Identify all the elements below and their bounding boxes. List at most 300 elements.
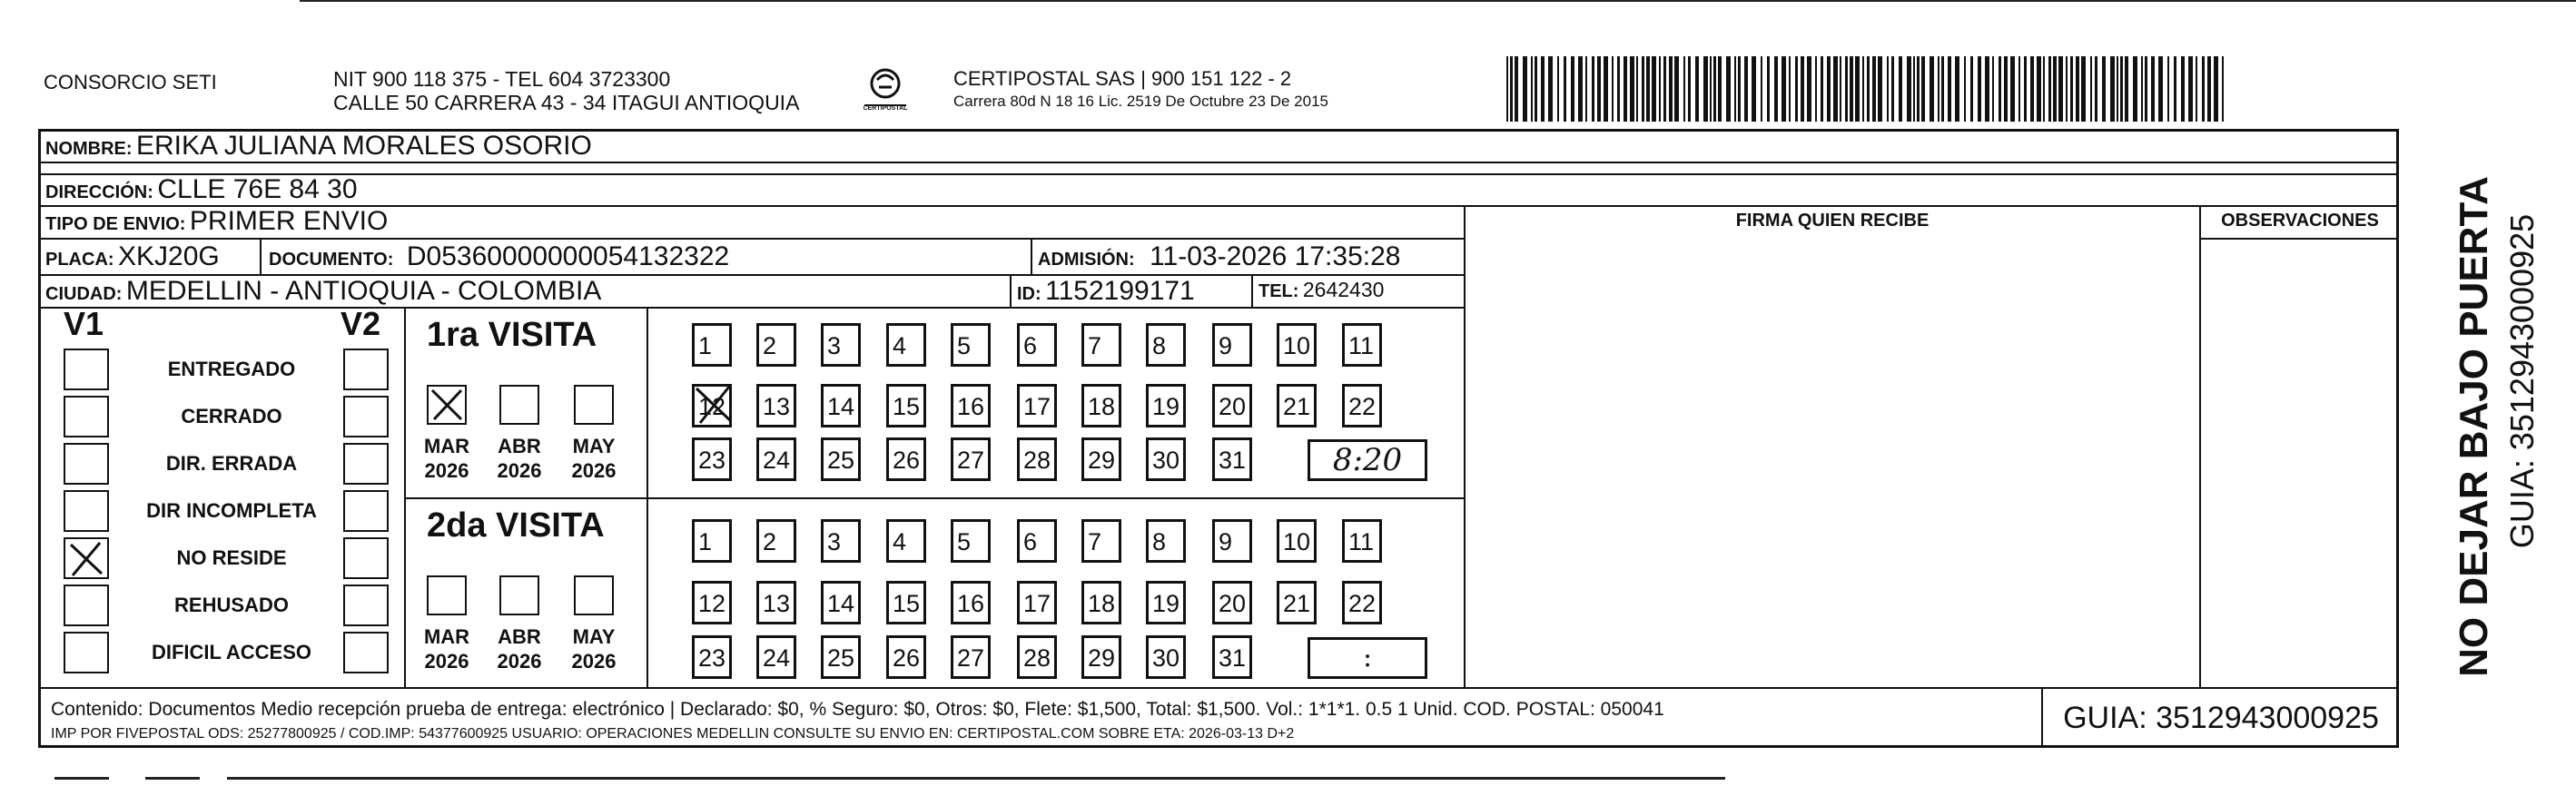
month-checkbox[interactable]	[499, 575, 539, 615]
day-number: 15	[893, 590, 921, 617]
barcode-bar	[1941, 56, 1944, 122]
day-checkbox[interactable]	[1277, 581, 1317, 624]
document-value: D05360000000054132322	[406, 241, 730, 271]
address-line: CALLE 50 CARRERA 43 - 34 ITAGUI ANTIOQUIA	[333, 91, 800, 114]
row-line	[2201, 238, 2399, 240]
day-checkbox[interactable]	[1081, 519, 1121, 563]
day-number: 23	[698, 447, 726, 474]
col-line	[1251, 274, 1253, 307]
day-number: 12	[698, 393, 726, 420]
day-checkbox[interactable]	[692, 323, 732, 367]
barcode-bar	[2090, 56, 2092, 122]
day-checkbox[interactable]	[1146, 437, 1186, 481]
day-number: 17	[1023, 393, 1051, 420]
barcode-bar	[1985, 56, 1989, 122]
month-year: 2026	[571, 459, 617, 482]
observations-header: OBSERVACIONES	[2221, 211, 2379, 231]
day-number: 4	[893, 528, 907, 555]
day-checkbox[interactable]	[821, 519, 861, 563]
day-checkbox[interactable]	[1277, 384, 1317, 427]
admission-label: ADMISIÓN:	[1038, 250, 1135, 270]
nit-line: NIT 900 118 375 - TEL 604 3723300	[333, 67, 671, 91]
day-number: 1	[698, 528, 713, 555]
barcode-bar	[1674, 56, 1679, 122]
barcode-bar	[1891, 56, 1894, 122]
barcode-bar	[1845, 56, 1848, 122]
day-checkbox[interactable]	[1342, 323, 1382, 367]
city-value: MEDELLIN - ANTIOQUIA - COLOMBIA	[125, 276, 602, 306]
month-name: ABR	[498, 625, 541, 648]
barcode-bar	[2043, 56, 2045, 122]
barcode-bar	[1795, 56, 1798, 122]
barcode-bar	[2222, 56, 2224, 122]
day-checkbox[interactable]	[886, 635, 926, 679]
v2-checkbox[interactable]	[343, 349, 389, 390]
barcode-bar	[2058, 56, 2063, 122]
day-number: 24	[763, 644, 791, 672]
month-year: 2026	[497, 650, 542, 673]
month-label	[562, 624, 626, 673]
day-number: 23	[698, 644, 726, 672]
v1-checkbox[interactable]	[64, 632, 109, 673]
document-field	[269, 241, 729, 272]
barcode-bar	[1738, 56, 1741, 122]
day-checkbox[interactable]	[821, 384, 861, 427]
day-checkbox[interactable]	[1081, 635, 1121, 679]
barcode-bar	[1872, 56, 1876, 122]
barcode-bar	[1541, 56, 1545, 122]
day-checkbox[interactable]	[821, 581, 861, 624]
ship-type-label: TIPO DE ENVIO:	[45, 214, 186, 234]
day-number: 31	[1219, 644, 1247, 672]
barcode-bar	[1535, 56, 1537, 122]
day-checkbox[interactable]	[1277, 519, 1317, 563]
v2-checkbox[interactable]	[343, 632, 389, 673]
barcode-bar	[1592, 56, 1594, 122]
barcode-bar	[2117, 56, 2118, 122]
day-number: 29	[1088, 447, 1116, 474]
barcode-bar	[2214, 56, 2218, 122]
v2-header: V2	[341, 305, 381, 342]
name-label: NOMBRE:	[45, 139, 133, 159]
day-checkbox[interactable]	[1146, 635, 1186, 679]
barcode-bar	[1970, 56, 1973, 122]
day-number: 21	[1283, 590, 1311, 617]
plate-label: PLACA:	[45, 250, 114, 270]
plate-value: XKJ20G	[118, 241, 220, 271]
certipostal-line: CERTIPOSTAL SAS | 900 151 122 - 2	[953, 67, 1292, 90]
barcode-bar	[2167, 56, 2169, 122]
barcode-bar	[1752, 56, 1756, 122]
barcode-bar	[2081, 56, 2086, 122]
barcode-bar	[2125, 56, 2128, 122]
day-number: 14	[827, 590, 855, 617]
barcode-bar	[1867, 56, 1870, 122]
day-number: 25	[827, 447, 855, 474]
barcode-bar	[1930, 56, 1934, 122]
barcode-bar	[1913, 56, 1915, 122]
day-checkbox[interactable]	[951, 323, 991, 367]
id-field	[1017, 276, 1195, 307]
day-checkbox[interactable]	[1277, 323, 1317, 367]
barcode-bar	[1713, 56, 1716, 122]
barcode-bar	[1718, 56, 1722, 122]
barcode-bar	[2004, 56, 2008, 122]
day-number: 3	[827, 332, 842, 359]
v1-checkbox[interactable]	[64, 396, 109, 437]
day-number: 9	[1219, 332, 1233, 359]
reason-label: NO RESIDE	[176, 546, 287, 569]
side-warning: NO DEJAR BAJO PUERTA	[2452, 176, 2496, 677]
v2-checkbox[interactable]	[343, 443, 389, 485]
barcode-bar	[1938, 56, 1939, 122]
day-checkbox[interactable]	[1017, 519, 1057, 563]
day-number: 9	[1219, 528, 1233, 555]
barcode-bar	[1878, 56, 1882, 122]
barcode-bar	[1833, 56, 1838, 122]
row-line	[38, 205, 2399, 207]
day-checkbox[interactable]	[951, 384, 991, 427]
second-visit-title: 2da VISITA	[427, 506, 605, 545]
reason-label: CERRADO	[181, 405, 282, 427]
barcode-bar	[1801, 56, 1804, 122]
day-number: 21	[1283, 393, 1311, 420]
barcode-bar	[1955, 56, 1959, 122]
barcode-bar	[1597, 56, 1601, 122]
barcode-bar	[1907, 56, 1911, 122]
barcode-bar	[1781, 56, 1786, 122]
day-number: 16	[957, 393, 985, 420]
day-checkbox[interactable]	[1146, 323, 1186, 367]
day-checkbox[interactable]	[1081, 437, 1121, 481]
imp-line: IMP POR FIVEPOSTAL ODS: 25277800925 / COD.IMP: 54377600925 USUARIO: OPERACIONES MEDELLIN CONSULTE SU ENVIO EN: CERTIPOSTAL.COM SOBRE ETA: 2026-03-13 D+2	[51, 726, 1295, 742]
day-checkbox[interactable]	[692, 635, 732, 679]
barcode	[1503, 56, 2229, 122]
barcode-bar	[1585, 56, 1587, 122]
v1-checkbox[interactable]	[64, 349, 109, 390]
day-number: 8	[1152, 528, 1167, 555]
side-guide: GUIA: 3512943000925	[2503, 213, 2541, 549]
barcode-bar	[1642, 56, 1644, 122]
barcode-bar	[1557, 56, 1559, 122]
recipient-address: CLLE 76E 84 30	[157, 174, 358, 204]
tel-label: TEL:	[1258, 281, 1299, 301]
day-checkbox[interactable]	[692, 384, 732, 427]
barcode-bar	[1683, 56, 1685, 122]
day-checkbox[interactable]	[951, 519, 991, 563]
barcode-bar	[2207, 56, 2211, 122]
barcode-bar	[1523, 56, 1527, 122]
day-checkbox[interactable]	[951, 635, 991, 679]
barcode-bar	[2188, 56, 2193, 122]
barcode-bar	[1617, 56, 1620, 122]
barcode-bar	[2174, 56, 2176, 122]
barcode-bar	[2158, 56, 2163, 122]
day-checkbox[interactable]	[1081, 323, 1121, 367]
barcode-bar	[1646, 56, 1650, 122]
barcode-bar	[1789, 56, 1791, 122]
certipostal-logo	[854, 65, 917, 120]
barcode-bar	[1604, 56, 1608, 122]
day-number: 5	[957, 332, 972, 359]
day-checkbox[interactable]	[1017, 581, 1057, 624]
month-checkbox[interactable]	[574, 385, 614, 425]
address-label: DIRECCIÓN:	[45, 182, 153, 202]
day-number: 6	[1023, 332, 1038, 359]
barcode-bar	[1827, 56, 1831, 122]
day-checkbox[interactable]	[951, 437, 991, 481]
reason-label: DIR INCOMPLETA	[146, 499, 317, 522]
tel-value: 2642430	[1302, 278, 1385, 301]
day-checkbox[interactable]	[821, 635, 861, 679]
barcode-bar	[1510, 56, 1513, 122]
day-number: 10	[1283, 332, 1311, 359]
day-checkbox[interactable]	[756, 384, 796, 427]
barcode-bar	[1624, 56, 1627, 122]
day-number: 13	[763, 590, 791, 617]
day-checkbox[interactable]	[1212, 519, 1252, 563]
ship-type-field	[45, 206, 388, 237]
barcode-bar	[1630, 56, 1634, 122]
second-visit-time[interactable]: :	[1308, 637, 1427, 679]
barcode-bar	[1899, 56, 1902, 122]
bottom-line	[54, 777, 109, 780]
barcode-bar	[1578, 56, 1583, 122]
barcode-bar	[1887, 56, 1889, 122]
day-checkbox[interactable]	[1017, 323, 1057, 367]
admission-value: 11-03-2026 17:35:28	[1150, 241, 1401, 271]
day-number: 14	[827, 393, 855, 420]
barcode-bar	[1531, 56, 1533, 122]
barcode-bar	[1840, 56, 1841, 122]
barcode-bar	[1767, 56, 1770, 122]
month-checkbox[interactable]	[499, 385, 539, 425]
barcode-bar	[1636, 56, 1638, 122]
day-number: 1	[698, 332, 713, 359]
v1-checkbox[interactable]	[64, 537, 109, 579]
barcode-bar	[2076, 56, 2079, 122]
day-checkbox[interactable]	[886, 323, 926, 367]
barcode-bar	[2133, 56, 2137, 122]
barcode-bar	[1862, 56, 1864, 122]
barcode-bar	[1992, 56, 1994, 122]
day-checkbox[interactable]	[886, 581, 926, 624]
day-checkbox[interactable]	[1017, 635, 1057, 679]
day-checkbox[interactable]	[756, 519, 796, 563]
barcode-bar	[1744, 56, 1748, 122]
day-checkbox[interactable]	[1017, 384, 1057, 427]
month-checkbox[interactable]	[427, 385, 467, 425]
reason-label: DIR. ERRADA	[165, 452, 298, 475]
day-number: 6	[1023, 528, 1038, 555]
day-checkbox[interactable]	[1212, 437, 1252, 481]
day-number: 11	[1348, 332, 1375, 359]
address-field	[45, 174, 358, 205]
month-label	[415, 624, 479, 673]
day-checkbox[interactable]	[821, 323, 861, 367]
month-year: 2026	[571, 650, 617, 673]
barcode-bar	[1663, 56, 1666, 122]
day-checkbox[interactable]	[756, 437, 796, 481]
v1-checkbox[interactable]	[64, 443, 109, 485]
day-checkbox[interactable]	[1342, 384, 1382, 427]
city-field	[45, 276, 601, 307]
barcode-bar	[1652, 56, 1656, 122]
barcode-bar	[2030, 56, 2034, 122]
day-checkbox[interactable]	[1081, 384, 1121, 427]
barcode-bar	[1669, 56, 1673, 122]
day-checkbox[interactable]	[1146, 519, 1186, 563]
document-label: DOCUMENTO:	[269, 250, 394, 270]
v2-checkbox[interactable]	[343, 396, 389, 437]
day-checkbox[interactable]	[1081, 581, 1121, 624]
logo-text: CERTIPOSTAL	[863, 105, 908, 112]
day-checkbox[interactable]	[756, 323, 796, 367]
reason-label: ENTREGADO	[167, 358, 296, 380]
day-checkbox[interactable]	[1146, 384, 1186, 427]
barcode-bar	[1815, 56, 1817, 122]
barcode-bar	[2070, 56, 2073, 122]
name-field	[45, 131, 592, 162]
month-name: MAR	[423, 435, 470, 457]
v1-header: V1	[64, 305, 104, 342]
barcode-bar	[2151, 56, 2155, 122]
bottom-line	[145, 777, 200, 780]
month-year: 2026	[424, 459, 469, 482]
barcode-bar	[1964, 56, 1966, 122]
barcode-bar	[1821, 56, 1823, 122]
col-line	[260, 238, 262, 274]
barcode-bar	[1506, 56, 1508, 122]
month-year: 2026	[424, 650, 469, 673]
day-number: 2	[763, 332, 777, 359]
col-line	[404, 497, 646, 499]
day-checkbox[interactable]	[886, 519, 926, 563]
contents-line: Contenido: Documentos Medio recepción prueba de entrega: electrónico | Declarado: $0, % Seguro: $0, Otros: $0, Flete: $1,500, Total: $1,500. Vol.: 1*1*1. 0.5 1 Unid. COD. POSTAL: 050041	[51, 699, 1664, 720]
barcode-bar	[1807, 56, 1811, 122]
barcode-bar	[1688, 56, 1691, 122]
barcode-bar	[1761, 56, 1762, 122]
row-line	[38, 687, 2399, 689]
v2-checkbox[interactable]	[343, 490, 389, 532]
barcode-bar	[2048, 56, 2051, 122]
day-number: 19	[1152, 590, 1180, 617]
day-checkbox[interactable]	[1212, 635, 1252, 679]
day-checkbox[interactable]	[886, 384, 926, 427]
barcode-bar	[2010, 56, 2015, 122]
barcode-bar	[1571, 56, 1574, 122]
col-line	[646, 497, 1464, 499]
tel-field	[1258, 278, 1384, 302]
month-name: MAR	[423, 625, 470, 648]
barcode-bar	[2120, 56, 2123, 122]
day-checkbox[interactable]	[1212, 384, 1252, 427]
month-checkbox[interactable]	[574, 575, 614, 615]
row-line	[38, 162, 2399, 163]
v2-checkbox[interactable]	[343, 537, 389, 579]
day-number: 22	[1348, 393, 1377, 420]
reason-label: REHUSADO	[174, 594, 289, 616]
barcode-bar	[2037, 56, 2041, 122]
day-number: 3	[827, 528, 842, 555]
day-number: 29	[1088, 644, 1116, 672]
barcode-bar	[2145, 56, 2147, 122]
day-number: 26	[893, 644, 921, 672]
barcode-bar	[1917, 56, 1920, 122]
day-number: 27	[957, 447, 985, 474]
day-checkbox[interactable]	[1212, 581, 1252, 624]
reason-label: DIFICIL ACCESO	[151, 641, 311, 663]
first-visit-title: 1ra VISITA	[427, 316, 597, 354]
month-label	[562, 434, 626, 483]
day-number: 18	[1088, 590, 1116, 617]
month-check-mark	[429, 387, 465, 423]
v1-checkbox[interactable]	[64, 490, 109, 532]
ship-type: PRIMER ENVIO	[189, 206, 389, 236]
day-number: 17	[1023, 590, 1051, 617]
barcode-bar	[1855, 56, 1860, 122]
barcode-bar	[1548, 56, 1553, 122]
day-checkbox[interactable]	[1212, 323, 1252, 367]
row-line	[38, 307, 1464, 309]
day-number: 10	[1283, 528, 1311, 555]
barcode-bar	[1695, 56, 1699, 122]
barcode-bar	[1850, 56, 1853, 122]
day-checkbox[interactable]	[1017, 437, 1057, 481]
day-checkbox[interactable]	[1146, 581, 1186, 624]
col-line	[1010, 274, 1012, 307]
day-number: 31	[1219, 447, 1247, 474]
day-number: 22	[1348, 590, 1377, 617]
day-checkbox[interactable]	[1342, 581, 1382, 624]
day-number: 16	[957, 590, 985, 617]
barcode-bar	[2095, 56, 2097, 122]
row-line	[38, 173, 2399, 175]
month-name: MAY	[572, 435, 616, 457]
day-checkbox[interactable]	[692, 519, 732, 563]
barcode-bar	[1734, 56, 1736, 122]
v2-checkbox[interactable]	[343, 585, 389, 626]
col-line	[2199, 205, 2201, 687]
day-number: 30	[1152, 644, 1180, 672]
barcode-bar	[1921, 56, 1925, 122]
day-checkbox[interactable]	[951, 581, 991, 624]
barcode-bar	[1703, 56, 1708, 122]
day-checkbox[interactable]	[692, 581, 732, 624]
barcode-bar	[2181, 56, 2185, 122]
barcode-bar	[2141, 56, 2143, 122]
day-number: 8	[1152, 332, 1167, 359]
v1-checkbox[interactable]	[64, 585, 109, 626]
recipient-name: ERIKA JULIANA MORALES OSORIO	[136, 131, 592, 161]
first-visit-time[interactable]: 8:20	[1308, 439, 1427, 481]
barcode-bar	[1612, 56, 1614, 122]
day-checkbox[interactable]	[1342, 519, 1382, 563]
barcode-bar	[2202, 56, 2205, 122]
day-checkbox[interactable]	[756, 581, 796, 624]
day-checkbox[interactable]	[756, 635, 796, 679]
month-checkbox[interactable]	[427, 575, 467, 615]
day-checkbox[interactable]	[886, 437, 926, 481]
barcode-bar	[2102, 56, 2106, 122]
top-border-line	[300, 0, 2576, 2]
day-number: 2	[763, 528, 777, 555]
month-year: 2026	[497, 459, 542, 482]
city-label: CIUDAD:	[45, 284, 123, 304]
day-checkbox[interactable]	[692, 437, 732, 481]
day-number: 28	[1023, 644, 1051, 672]
day-checkbox[interactable]	[821, 437, 861, 481]
